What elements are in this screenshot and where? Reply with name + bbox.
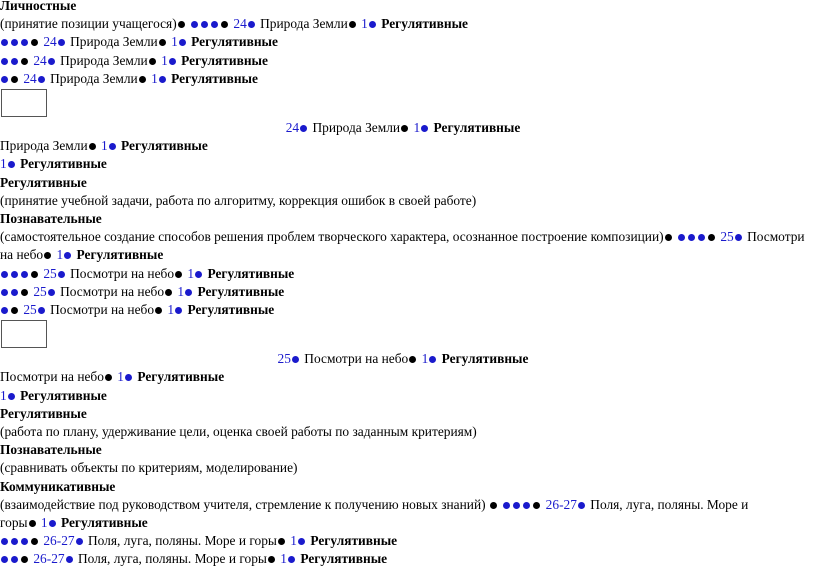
bullet-dot-icon[interactable] <box>1 538 8 545</box>
text-span: Поля, луга, поляны. Море и горы <box>77 551 267 567</box>
text-span: Поля, луга, поляны. Море и горы <box>87 533 277 549</box>
bullet-dot-icon <box>578 502 585 509</box>
text-span: Природа Земли <box>70 34 158 50</box>
bullet-dot-icon[interactable] <box>11 58 18 65</box>
outline-line <box>0 532 806 550</box>
bullet-dot-icon[interactable] <box>523 502 530 509</box>
link-1[interactable]: 1 <box>161 52 168 68</box>
bullet-dot-icon <box>708 234 715 241</box>
link-1[interactable]: 1 <box>280 551 287 567</box>
bullet-dot-icon <box>139 76 146 83</box>
text-span: Посмотри на небо <box>60 283 165 299</box>
bullet-dot-icon <box>165 289 172 296</box>
bullet-dot-icon <box>31 39 38 46</box>
bullet-dot-icon[interactable] <box>513 502 520 509</box>
bullet-dot-icon[interactable] <box>1 271 8 278</box>
bullet-dot-icon[interactable] <box>1 76 8 83</box>
bullet-dot-icon <box>11 76 18 83</box>
link-1[interactable]: 1 <box>117 369 124 385</box>
outline-line <box>0 550 806 568</box>
text-span: Посмотри на небо <box>70 265 175 281</box>
outline-line <box>0 155 806 173</box>
bullet-dot-icon <box>292 356 299 363</box>
bullet-dot-icon <box>175 271 182 278</box>
bullet-dot-icon <box>21 289 28 296</box>
text-span: Поля, луга, поляны. Море и <box>590 496 749 512</box>
bullet-dot-icon <box>149 58 156 65</box>
link-1[interactable]: 1 <box>361 16 368 32</box>
bullet-dot-icon <box>369 21 376 28</box>
bullet-dot-icon <box>76 538 83 545</box>
heading-poznavatelnye: Познавательные <box>0 442 102 458</box>
outline-line <box>0 228 806 246</box>
bullet-dot-icon <box>490 502 497 509</box>
link-26-27[interactable]: 26-27 <box>43 533 75 549</box>
bullet-dot-icon <box>31 538 38 545</box>
bullet-dot-icon[interactable] <box>11 556 18 563</box>
text-span: на небо <box>0 247 44 263</box>
bullet-dot-icon <box>300 125 307 132</box>
bullet-dot-icon <box>38 76 45 83</box>
heading-lichnostnye: Личностные <box>0 0 77 13</box>
text-span: горы <box>0 515 28 531</box>
bullet-dot-icon <box>429 356 436 363</box>
bullet-dot-icon <box>421 125 428 132</box>
outline-line <box>0 350 806 368</box>
bullet-dot-icon[interactable] <box>1 39 8 46</box>
bullet-dot-icon <box>49 520 56 527</box>
bullet-dot-icon <box>185 289 192 296</box>
link-1[interactable]: 1 <box>40 515 48 531</box>
paragraph-text: (работа по плану, удерживание цели, оценка своей работы по заданным критериям) <box>0 424 477 440</box>
bullet-dot-icon[interactable] <box>21 39 28 46</box>
text-span: Регулятивные <box>76 247 164 263</box>
text-span: (самостоятельное создание способов решения проблем творческого характера, осознанное построение композиции) <box>0 229 664 245</box>
text-span: Регулятивные <box>20 156 107 172</box>
link-1[interactable]: 1 <box>171 34 178 50</box>
text-span: Природа Земли <box>260 16 348 32</box>
bullet-dot-icon <box>533 502 540 509</box>
bullet-dot-icon <box>665 234 672 241</box>
text-span: Регулятивные <box>300 551 388 567</box>
bullet-dot-icon[interactable] <box>503 502 510 509</box>
bullet-dot-icon <box>169 58 176 65</box>
bullet-dot-icon[interactable] <box>11 39 18 46</box>
bullet-dot-icon <box>8 393 15 400</box>
outline-line <box>0 119 806 137</box>
text-span: Посмотри на небо <box>304 351 409 367</box>
heading-regulyativnye: Регулятивные <box>0 405 87 421</box>
bullet-dot-icon <box>44 252 51 259</box>
text-span: Регулятивные <box>197 283 285 299</box>
text-span: Регулятивные <box>191 34 278 50</box>
bullet-dot-icon[interactable] <box>678 234 685 241</box>
bullet-dot-icon[interactable] <box>21 271 28 278</box>
text-span: Посмотри <box>747 229 805 245</box>
bullet-dot-icon <box>48 58 55 65</box>
bullet-dot-icon <box>125 374 132 381</box>
outline-line <box>0 368 806 386</box>
bullet-dot-icon[interactable] <box>688 234 695 241</box>
text-span: Регулятивные <box>121 138 208 154</box>
link-24[interactable]: 24 <box>23 70 37 86</box>
text-span: Регулятивные <box>207 265 295 281</box>
text-span: Регулятивные <box>187 302 275 318</box>
bullet-dot-icon[interactable] <box>11 271 18 278</box>
outline-line <box>0 70 806 88</box>
outline-line <box>0 52 806 70</box>
bullet-dot-icon <box>109 143 116 150</box>
bullet-dot-icon <box>735 234 742 241</box>
bullet-dot-icon <box>66 556 73 563</box>
link-1[interactable]: 1 <box>177 283 185 299</box>
link-24[interactable]: 24 <box>233 16 247 32</box>
paragraph-text: (принятие учебной задачи, работа по алгоритму, коррекция ошибок в своей работе) <box>0 192 477 208</box>
text-span: Регулятивные <box>433 120 521 136</box>
bullet-dot-icon <box>179 39 186 46</box>
link-25[interactable]: 25 <box>43 265 57 281</box>
bullet-dot-icon <box>58 39 65 46</box>
bullet-dot-icon <box>38 307 45 314</box>
link-26-27[interactable]: 26-27 <box>545 496 577 512</box>
bullet-dot-icon <box>48 289 55 296</box>
link-25[interactable]: 25 <box>23 302 37 318</box>
outline-line <box>0 496 806 514</box>
outline-line <box>0 283 806 301</box>
link-24[interactable]: 24 <box>33 52 47 68</box>
bullet-dot-icon <box>31 271 38 278</box>
bullet-dot-icon[interactable] <box>1 307 8 314</box>
bullet-dot-icon <box>268 556 275 563</box>
paragraph-text: (сравнивать объекты по критериям, моделирование) <box>0 460 298 476</box>
bullet-dot-icon <box>178 21 185 28</box>
bullet-dot-icon <box>278 538 285 545</box>
text-span: Посмотри на небо <box>50 302 155 318</box>
bullet-dot-icon <box>248 21 255 28</box>
bullet-dot-icon <box>159 39 166 46</box>
bullet-dot-icon[interactable] <box>1 289 8 296</box>
bullet-dot-icon[interactable] <box>11 538 18 545</box>
link-25[interactable]: 25 <box>720 229 734 245</box>
text-span: (принятие позиции учащегося) <box>0 16 177 32</box>
bullet-dot-icon <box>298 538 305 545</box>
outline-line <box>0 514 806 532</box>
text-span: Регулятивные <box>137 369 225 385</box>
link-1[interactable]: 1 <box>151 70 158 86</box>
outline-line <box>0 15 806 33</box>
bullet-dot-icon <box>195 271 202 278</box>
bullet-dot-icon <box>58 271 65 278</box>
bullet-dot-icon <box>89 143 96 150</box>
text-span: Природа Земли <box>60 52 148 68</box>
text-span: Регулятивные <box>171 70 258 86</box>
bullet-dot-icon <box>64 252 71 259</box>
text-span: Регулятивные <box>381 16 468 32</box>
link-1[interactable]: 1 <box>187 265 195 281</box>
bullet-dot-icon <box>8 161 15 168</box>
bullet-dot-icon <box>349 21 356 28</box>
text-span: Посмотри на небо <box>0 369 104 385</box>
link-25[interactable]: 25 <box>277 351 291 367</box>
link-24[interactable]: 24 <box>285 120 300 136</box>
text-span: Регулятивные <box>441 351 529 367</box>
text-span: Регулятивные <box>60 515 148 531</box>
text-span: (взаимодействие под руководством учителя, стремление к получению новых знаний) <box>0 496 486 512</box>
bullet-dot-icon <box>11 307 18 314</box>
bullet-dot-icon <box>155 307 162 314</box>
link-1[interactable]: 1 <box>413 120 421 136</box>
link-1[interactable]: 1 <box>56 247 64 263</box>
bullet-dot-icon[interactable] <box>191 21 198 28</box>
outline-line <box>0 387 806 405</box>
link-1[interactable]: 1 <box>0 156 7 172</box>
bullet-dot-icon[interactable] <box>21 538 28 545</box>
link-1[interactable]: 1 <box>0 387 7 403</box>
bullet-dot-icon <box>288 556 295 563</box>
empty-box <box>1 89 47 117</box>
heading-kommunikativnye: Коммуникативные <box>0 478 116 494</box>
bullet-dot-icon <box>409 356 416 363</box>
heading-regulyativnye: Регулятивные <box>0 174 87 190</box>
outline-line <box>0 246 806 264</box>
bullet-dot-icon <box>105 374 112 381</box>
bullet-dot-icon[interactable] <box>1 556 8 563</box>
link-26-27[interactable]: 26-27 <box>33 551 65 567</box>
text-span: Регулятивные <box>20 387 107 403</box>
bullet-dot-icon <box>159 76 166 83</box>
outline-line <box>0 265 806 283</box>
outline-line <box>0 33 806 51</box>
bullet-dot-icon <box>29 520 36 527</box>
bullet-dot-icon[interactable] <box>201 21 208 28</box>
bullet-dot-icon[interactable] <box>1 58 8 65</box>
bullet-dot-icon <box>401 125 408 132</box>
bullet-dot-icon[interactable] <box>211 21 218 28</box>
bullet-dot-icon <box>21 58 28 65</box>
link-24[interactable]: 24 <box>43 34 57 50</box>
bullet-dot-icon[interactable] <box>11 289 18 296</box>
text-span: Природа Земли <box>50 70 138 86</box>
bullet-dot-icon <box>21 556 28 563</box>
link-25[interactable]: 25 <box>33 283 47 299</box>
bullet-dot-icon[interactable] <box>698 234 705 241</box>
text-span: Природа Земли <box>0 138 88 154</box>
link-1[interactable]: 1 <box>290 533 297 549</box>
empty-box <box>1 320 47 348</box>
bullet-dot-icon <box>221 21 228 28</box>
outline-line <box>0 137 806 155</box>
text-span: Регулятивные <box>181 52 268 68</box>
heading-poznavatelnye: Познавательные <box>0 211 102 227</box>
text-span: Природа Земли <box>312 120 401 136</box>
bullet-dot-icon <box>175 307 182 314</box>
text-span: Регулятивные <box>310 533 398 549</box>
link-1[interactable]: 1 <box>167 302 175 318</box>
link-1[interactable]: 1 <box>100 138 108 154</box>
outline-line <box>0 301 806 319</box>
link-1[interactable]: 1 <box>421 351 429 367</box>
